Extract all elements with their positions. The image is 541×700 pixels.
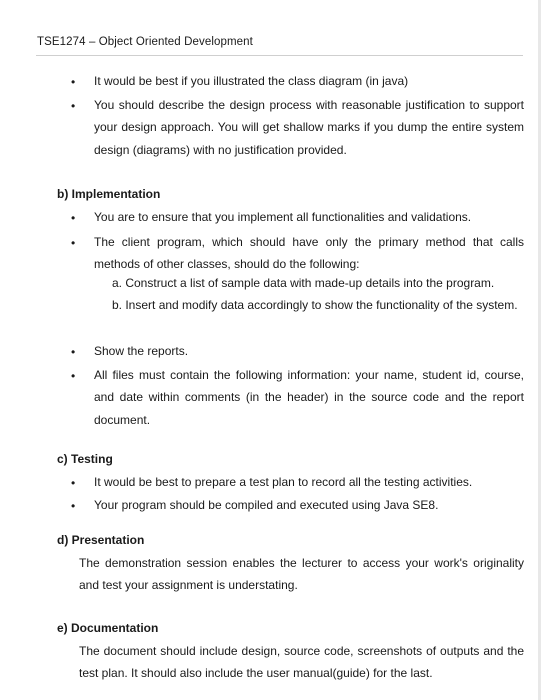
implementation-bullet-2: The client program, which should have only the primary method that calls methods of other classes, should do the following:: [94, 235, 524, 272]
bullet-dot: •: [71, 345, 76, 359]
bullet-dot: •: [71, 75, 76, 89]
implementation-heading: b) Implementation: [57, 187, 161, 201]
implementation-sub-a: a. Construct a list of sample data with made-up details into the program.: [112, 276, 495, 290]
bullet-dot: •: [71, 211, 76, 225]
documentation-text: The document should include design, source code, screenshots of outputs and the test plan. It should also include the user manual(guide) for the last.: [79, 644, 524, 681]
bullet-dot: •: [71, 499, 76, 513]
bullet-dot: •: [71, 369, 76, 383]
page-header: TSE1274 – Object Oriented Development: [37, 36, 253, 48]
implementation-bullet-1: You are to ensure that you implement all functionalities and validations.: [94, 210, 472, 224]
presentation-heading: d) Presentation: [57, 533, 145, 547]
header-divider: [36, 55, 523, 56]
testing-bullet-1: It would be best to prepare a test plan to record all the testing activities.: [94, 475, 473, 489]
documentation-heading: e) Documentation: [57, 621, 159, 635]
testing-heading: c) Testing: [57, 452, 113, 466]
design-bullet-1: It would be best if you illustrated the class diagram (in java): [94, 74, 409, 88]
implementation-bullet-3: Show the reports.: [94, 344, 189, 358]
implementation-sub-b: b. Insert and modify data accordingly to show the functionality of the system.: [112, 298, 518, 312]
presentation-text: The demonstration session enables the lecturer to access your work's originality and test your assignment is understating.: [79, 556, 524, 593]
bullet-dot: •: [71, 99, 76, 113]
bullet-dot: •: [71, 236, 76, 250]
design-bullet-2: You should describe the design process with reasonable justification to support your design approach. You will get shallow marks if you dump the entire system design (diagrams) with no justification provided.: [94, 98, 524, 157]
bullet-dot: •: [71, 476, 76, 490]
testing-bullet-2: Your program should be compiled and executed using Java SE8.: [94, 498, 439, 512]
implementation-bullet-4: All files must contain the following information: your name, student id, course, and date within comments (in the header) in the source code and the report document.: [94, 368, 524, 427]
